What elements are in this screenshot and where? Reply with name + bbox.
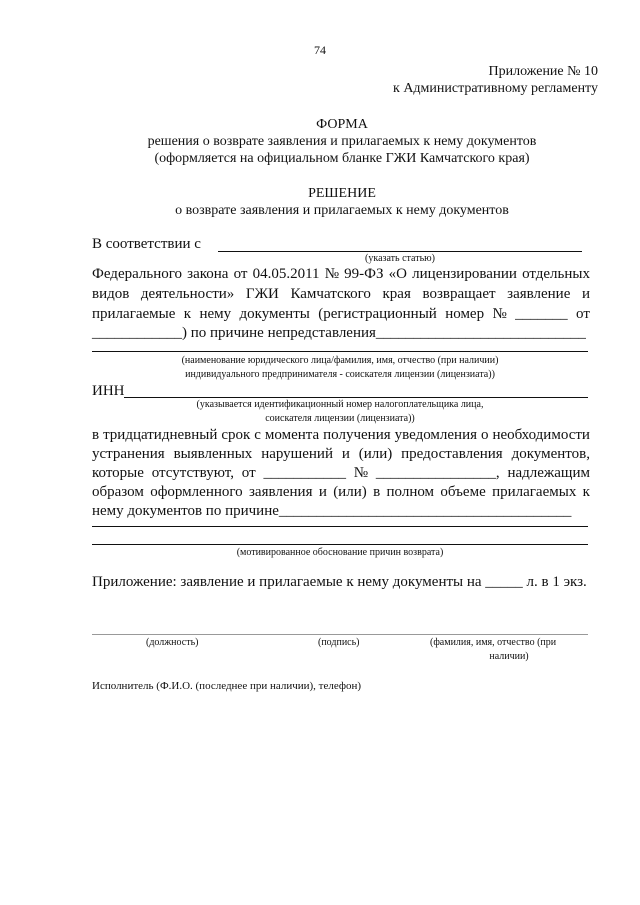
article-field-line[interactable]: [218, 251, 582, 252]
position-hint: (должность): [146, 637, 199, 648]
reason-field-line-2[interactable]: [92, 544, 588, 545]
inn-hint-1: (указывается идентификационный номер налогоплательщика лица,: [196, 399, 484, 410]
decision-subtitle: о возврате заявления и прилагаемых к нему документов: [175, 203, 509, 218]
article-hint: (указать статью): [365, 253, 435, 264]
decision-title: РЕШЕНИЕ: [308, 186, 376, 201]
annex-subtitle: к Административному регламенту: [393, 81, 598, 96]
applicant-hint-1: (наименование юридического лица/фамилия, имя, отчество (при наличии): [181, 355, 499, 366]
paragraph-line-1: в тридцатидневный срок с момента получения уведомления о необходимости: [92, 427, 590, 443]
applicant-hint-2: индивидуального предпринимателя - соискателя лицензии (лицензиата)): [185, 369, 495, 380]
paragraph-line-5: нему документов по причине_______________________________________: [92, 503, 572, 519]
law-line-4: ____________) по причине непредставления____________________________: [92, 325, 586, 341]
form-description-line1: решения о возврате заявления и прилагаемых к нему документов: [147, 134, 537, 149]
law-line-3: прилагаемые к нему документы (регистрационный номер № _______ от: [92, 306, 590, 322]
fullname-hint-1: (фамилия, имя, отчество (при: [430, 637, 557, 648]
law-line-1: Федерального закона от 04.05.2011 № 99-ФЗ «О лицензировании отдельных: [92, 266, 590, 282]
form-title: ФОРМА: [316, 117, 368, 132]
paragraph-line-3: которые отсутствуют, от ___________ № ________________, надлежащим: [92, 465, 590, 481]
form-description-line2: (оформляется на официальном бланке ГЖИ Камчатского края): [154, 151, 530, 166]
executor-line: Исполнитель (Ф.И.О. (последнее при наличии), телефон): [92, 680, 362, 692]
signature-hint: (подпись): [318, 637, 360, 648]
applicant-field-line[interactable]: [92, 351, 588, 352]
reason-field-line-1[interactable]: [92, 526, 588, 527]
inn-label: ИНН: [92, 383, 125, 399]
fullname-hint-2: наличии): [489, 651, 529, 662]
signature-line[interactable]: [92, 634, 588, 635]
inn-hint-2: соискателя лицензии (лицензиата)): [265, 413, 415, 424]
paragraph-line-4: образом оформленного заявления и (или) в полном объеме прилагаемых к: [92, 484, 590, 500]
attachment-line: Приложение: заявление и прилагаемые к нему документы на _____ л. в 1 экз.: [92, 574, 587, 590]
paragraph-line-2: устранения выявленных нарушений и (или) предоставления документов,: [92, 446, 590, 462]
annex-title: Приложение № 10: [488, 64, 598, 79]
reason-hint: (мотивированное обоснование причин возврата): [236, 547, 444, 558]
inn-field-line[interactable]: [124, 397, 588, 398]
page-number: 74: [314, 43, 326, 57]
law-line-2: видов деятельности» ГЖИ Камчатского края возвращает заявление и: [92, 286, 590, 302]
accordance-label: В соответствии с: [92, 236, 201, 252]
